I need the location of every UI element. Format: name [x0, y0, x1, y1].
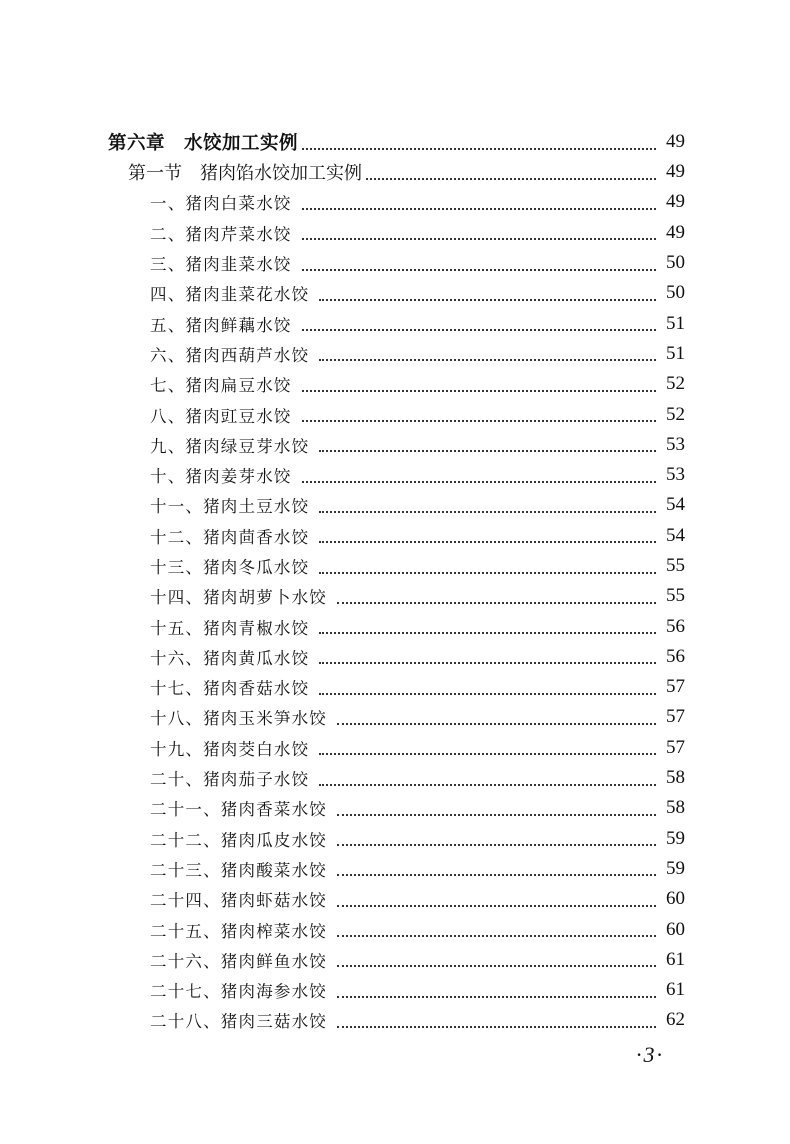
dot-leader: [337, 995, 656, 998]
item-page-number: 51: [666, 342, 685, 364]
item-page-number: 49: [666, 221, 685, 243]
page-number-footer: ·3·: [636, 1042, 664, 1067]
dot-leader: [302, 237, 656, 240]
dot-leader: [366, 177, 656, 180]
item-title: 二十三、猪肉酸菜水饺: [150, 860, 327, 880]
dot-leader: [319, 661, 656, 664]
toc-item-entry[interactable]: [0, 521, 790, 551]
item-page-number: 51: [666, 312, 685, 334]
item-title: 十二、猪肉茴香水饺: [150, 527, 310, 547]
item-page-number: 59: [666, 827, 685, 849]
toc-item-entry[interactable]: [0, 430, 790, 460]
item-title: 十、猪肉姜芽水饺: [150, 467, 292, 487]
section-page-number: 49: [666, 161, 685, 183]
dot-leader: [337, 601, 656, 604]
dot-leader: [302, 389, 656, 392]
dot-leader: [319, 752, 656, 755]
toc-item-entry[interactable]: [0, 793, 790, 823]
toc-item-entry[interactable]: [0, 339, 790, 369]
toc-item-entry[interactable]: [0, 611, 790, 641]
chapter-title: 第六章 水饺加工实例: [108, 133, 299, 154]
item-title: 十四、猪肉胡萝卜水饺: [150, 588, 327, 608]
toc-item-entry[interactable]: [0, 551, 790, 581]
toc-item-entry[interactable]: [0, 642, 790, 672]
toc-item-entry[interactable]: [0, 399, 790, 429]
table-of-contents: [0, 127, 790, 1036]
dot-leader: [302, 480, 656, 483]
toc-item-entry[interactable]: [0, 278, 790, 308]
item-title: 二十、猪肉茄子水饺: [150, 770, 310, 790]
toc-item-entry[interactable]: [0, 490, 790, 520]
dot-leader: [337, 1025, 656, 1028]
toc-item-entry[interactable]: [0, 672, 790, 702]
dot-leader: [319, 631, 656, 634]
item-title: 二十一、猪肉香菜水饺: [150, 800, 327, 820]
item-page-number: 57: [666, 706, 685, 728]
item-page-number: 57: [666, 676, 685, 698]
dot-leader: [319, 692, 656, 695]
item-page-number: 52: [666, 373, 685, 395]
dot-leader: [319, 298, 656, 301]
toc-item-entry[interactable]: [0, 884, 790, 914]
dot-leader: [302, 207, 656, 210]
item-page-number: 61: [666, 948, 685, 970]
item-title: 二十二、猪肉瓜皮水饺: [150, 830, 327, 850]
item-title: 三、猪肉韭菜水饺: [150, 255, 292, 275]
dot-leader: [337, 873, 656, 876]
item-title: 十五、猪肉青椒水饺: [150, 618, 310, 638]
item-page-number: 56: [666, 645, 685, 667]
toc-item-entry[interactable]: [0, 460, 790, 490]
item-page-number: 62: [666, 1009, 685, 1031]
dot-leader: [337, 964, 656, 967]
item-page-number: 50: [666, 252, 685, 274]
item-page-number: 50: [666, 282, 685, 304]
toc-item-entry[interactable]: [0, 975, 790, 1005]
toc-item-list: [0, 187, 790, 1035]
toc-item-entry[interactable]: [0, 369, 790, 399]
toc-item-entry[interactable]: [0, 945, 790, 975]
toc-item-entry[interactable]: [0, 218, 790, 248]
toc-section-entry[interactable]: [0, 157, 790, 187]
item-title: 十九、猪肉茭白水饺: [150, 739, 310, 759]
toc-item-entry[interactable]: [0, 308, 790, 338]
dot-leader: [302, 419, 656, 422]
item-page-number: 59: [666, 857, 685, 879]
toc-item-entry[interactable]: [0, 1005, 790, 1035]
item-page-number: 53: [666, 433, 685, 455]
toc-item-entry[interactable]: [0, 854, 790, 884]
item-title: 十三、猪肉冬瓜水饺: [150, 558, 310, 577]
item-page-number: 52: [666, 403, 685, 425]
dot-leader: [319, 358, 656, 361]
item-title: 十一、猪肉土豆水饺: [150, 497, 310, 517]
item-page-number: 56: [666, 615, 685, 637]
toc-item-entry[interactable]: [0, 763, 790, 793]
dot-leader: [319, 540, 656, 543]
item-title: 一、猪肉白菜水饺: [150, 194, 292, 214]
dot-leader: [337, 904, 656, 907]
item-title: 十八、猪肉玉米笋水饺: [150, 709, 327, 729]
dot-leader: [337, 722, 656, 725]
item-title: 二十四、猪肉虾菇水饺: [150, 891, 327, 911]
dot-leader: [337, 934, 656, 937]
toc-item-entry[interactable]: [0, 733, 790, 763]
dot-leader: [319, 449, 656, 452]
item-page-number: 54: [666, 494, 685, 516]
dot-leader: [302, 147, 656, 150]
item-page-number: 60: [666, 888, 685, 910]
item-page-number: 60: [666, 918, 685, 940]
dot-leader: [337, 813, 656, 816]
item-page-number: 61: [666, 979, 685, 1001]
item-page-number: 55: [666, 585, 685, 607]
item-page-number: 57: [666, 736, 685, 758]
dot-leader: [319, 571, 656, 574]
dot-leader: [319, 510, 656, 513]
item-title: 九、猪肉绿豆芽水饺: [150, 436, 310, 456]
dot-leader: [319, 783, 656, 786]
section-title: 第一节 猪肉馅水饺加工实例: [128, 163, 362, 185]
item-title: 十七、猪肉香菇水饺: [150, 679, 310, 699]
toc-item-entry[interactable]: [0, 248, 790, 278]
item-title: 二十五、猪肉榨菜水饺: [150, 921, 327, 941]
item-page-number: 58: [666, 767, 685, 789]
item-title: 七、猪肉扁豆水饺: [150, 376, 292, 396]
toc-chapter-entry[interactable]: [0, 127, 790, 157]
item-title: 六、猪肉西葫芦水饺: [150, 345, 310, 365]
toc-item-entry[interactable]: [0, 187, 790, 217]
dot-leader: [302, 268, 656, 271]
item-title: 十六、猪肉黄瓜水饺: [150, 648, 310, 668]
item-page-number: 55: [666, 555, 685, 576]
toc-item-entry[interactable]: [0, 824, 790, 854]
item-title: 二十八、猪肉三菇水饺: [150, 1012, 327, 1032]
toc-item-entry[interactable]: [0, 914, 790, 944]
item-page-number: 58: [666, 797, 685, 819]
item-page-number: 49: [666, 191, 685, 213]
chapter-page-number: 49: [666, 131, 685, 152]
item-title: 五、猪肉鲜藕水饺: [150, 315, 292, 335]
dot-leader: [302, 328, 656, 331]
toc-item-entry[interactable]: [0, 702, 790, 732]
item-page-number: 53: [666, 464, 685, 486]
item-title: 二、猪肉芹菜水饺: [150, 224, 292, 244]
item-title: 四、猪肉韭菜花水饺: [150, 285, 310, 305]
dot-leader: [337, 843, 656, 846]
item-title: 八、猪肉豇豆水饺: [150, 406, 292, 426]
item-title: 二十六、猪肉鲜鱼水饺: [150, 951, 327, 971]
item-title: 二十七、猪肉海参水饺: [150, 982, 327, 1002]
item-page-number: 54: [666, 524, 685, 546]
toc-item-entry[interactable]: [0, 581, 790, 611]
